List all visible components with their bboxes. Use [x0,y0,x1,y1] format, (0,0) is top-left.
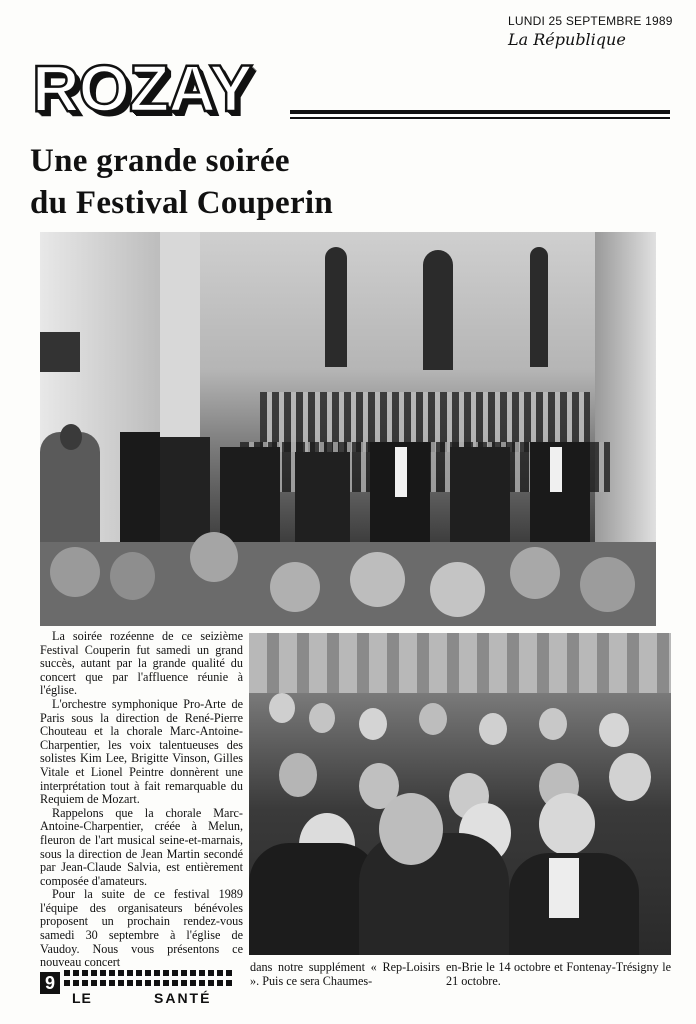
continuation-text-col3: en-Brie le 14 octobre et Fontenay-Trésigny le 21 octobre. [446,960,671,988]
footer-fragment: LE [72,990,92,1006]
footer-rule [64,980,232,986]
article-headline [30,140,490,224]
article-paragraph: L'orchestre symphonique Pro-Arte de Paris sous la direction de René-Pierre Chouteau et la chorale Marc-Antoine-Charpentier, les voix talentueuses des solistes Kim Lee, Brigitte Vinson, Gilles Vitale et Lionel Peintre donnèrent une interprétation tout à fait remarquable du Requiem de Mozart. [40,696,243,807]
publication-date: LUNDI 25 SEPTEMBRE 1989 [508,14,673,28]
masthead-rule-thick [290,110,670,114]
headline-line-1: Une grande soirée [30,143,290,179]
section-masthead: ROZAY [32,51,252,125]
footer-rule [64,970,232,976]
concert-stage-photo [40,232,656,626]
footer-fragment: SANTÉ [154,990,212,1006]
audience-photo [249,633,671,955]
article-paragraph: La soirée rozéenne de ce seizième Festival Couperin fut samedi un grand succès, autant par la grande qualité du concert que par l'affluence réunie à l'église. [40,629,243,698]
continuation-text-col2: dans notre supplément « Rep-Loisirs ». Puis ce sera Chaumes- [250,960,440,988]
newspaper-name: La République [508,30,626,49]
headline-line-2: du Festival Couperin [30,185,334,221]
article-paragraph: Rappelons que la chorale Marc-Antoine-Charpentier, créée à Melun, fleuron de l'art musical seine-et-marnais, sous la direction de Jean Martin secondé par Jean-Claude Salvia, est entièrement composée d'amateurs. [40,805,243,888]
page-number: 9 [40,972,60,994]
article-paragraph: Pour la suite de ce festival 1989 l'équipe des organisateurs bénévoles proposent un prochain rendez-vous samedi 30 septembre à l'église de Vaudoy. Nous vous présentons ce nouveau concert [40,887,243,970]
article-body [40,630,243,970]
masthead-rule-thin [290,117,670,119]
